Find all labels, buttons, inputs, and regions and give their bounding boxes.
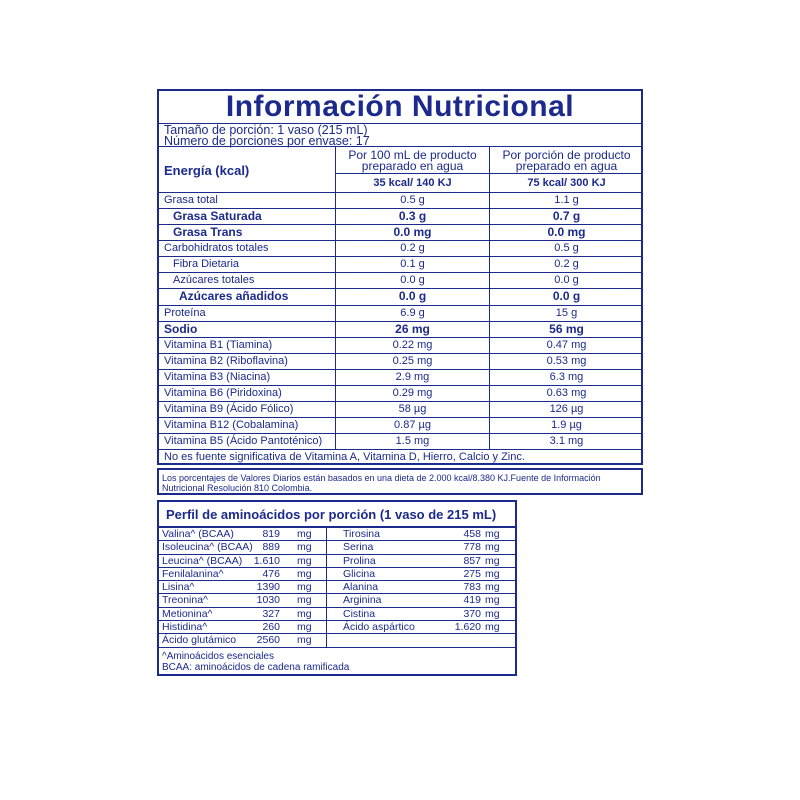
nutrient-label: Fibra Dietaria: [173, 258, 240, 270]
value-per-100ml: 0.1 g: [335, 257, 489, 272]
value-per-serving: 56 mg: [489, 322, 643, 337]
column-header: Por 100 mL de producto preparado en agua: [348, 148, 477, 173]
nutrient-label: Vitamina B3 (Niacina): [164, 370, 271, 383]
nutrient-label: Azúcares totales: [173, 274, 255, 286]
amino-row: [159, 621, 515, 634]
value-per-serving: 126 µg: [489, 402, 643, 417]
nutrient-label: Vitamina B5 (Ácido Pantoténico): [164, 434, 323, 447]
nutrient-row: [159, 369, 641, 385]
amino-value: 778: [463, 541, 481, 554]
amino-unit: mg: [297, 554, 312, 567]
amino-unit: mg: [297, 621, 312, 634]
value-per-100ml: 0.22 mg: [335, 338, 489, 353]
nutrient-row: [159, 417, 641, 433]
value-per-100ml: 0.5 g: [335, 193, 489, 208]
amino-cell: [327, 555, 517, 567]
amino-cell: [327, 608, 517, 620]
amino-unit: mg: [297, 581, 312, 594]
nutrient-row: [159, 192, 641, 208]
amino-cell: [327, 594, 517, 606]
nutrient-row: [159, 353, 641, 369]
nutrient-row: [159, 208, 641, 224]
amino-acid-profile-panel: [157, 500, 517, 676]
nutrition-facts-panel: [157, 89, 643, 465]
amino-name: Cistina: [343, 607, 376, 620]
column-header: Por porción de producto preparado en agua: [502, 148, 631, 173]
amino-unit: mg: [485, 594, 500, 607]
nutrient-label: Proteína: [164, 306, 206, 319]
nutrient-label: Vitamina B2 (Riboflavina): [164, 354, 288, 367]
amino-cell: [327, 568, 517, 580]
energy-value: 35 kcal/ 140 KJ: [336, 173, 489, 193]
nutrient-label: Grasa Saturada: [173, 209, 262, 223]
column-per-serving: [489, 147, 643, 192]
nutrient-label: Azúcares añadidos: [179, 289, 289, 303]
value-per-serving: 0.7 g: [489, 209, 643, 224]
servings-per-container: Número de porciones por envase: 17: [164, 134, 370, 148]
nutrient-label: Vitamina B1 (Tiamina): [164, 338, 273, 351]
amino-value: 370: [463, 607, 481, 620]
amino-value: 819: [262, 528, 280, 540]
amino-cell: [159, 581, 327, 593]
value-per-100ml: 0.87 µg: [335, 418, 489, 433]
nutrient-row: [159, 305, 641, 321]
amino-value: 260: [262, 621, 280, 634]
amino-unit: mg: [485, 621, 500, 634]
amino-name: Metionina^: [162, 607, 213, 620]
amino-value: 1030: [256, 594, 280, 607]
value-per-serving: 1.9 µg: [489, 418, 643, 433]
value-per-serving: 15 g: [489, 306, 643, 321]
nutrient-row: [159, 272, 641, 288]
amino-cell: [327, 621, 517, 633]
nutrient-row: [159, 288, 641, 305]
amino-value: 327: [262, 607, 280, 620]
amino-unit: mg: [485, 541, 500, 554]
amino-name: Serina: [343, 541, 374, 554]
amino-value: 275: [463, 567, 481, 580]
amino-unit: mg: [297, 541, 312, 554]
amino-cell: [327, 581, 517, 593]
amino-cell: [159, 608, 327, 620]
amino-cell: [159, 568, 327, 580]
value-per-serving: 0.5 g: [489, 241, 643, 256]
amino-cell: [159, 555, 327, 567]
amino-cell: [327, 541, 517, 553]
amino-unit: mg: [485, 581, 500, 594]
value-per-100ml: 2.9 mg: [335, 370, 489, 385]
amino-row: [159, 555, 515, 568]
amino-row: [159, 608, 515, 621]
amino-value: 476: [262, 567, 280, 580]
amino-title: Perfil de aminoácidos por porción (1 vaso de 215 mL): [159, 502, 515, 528]
value-per-serving: 0.0 mg: [489, 225, 643, 240]
amino-value: 419: [463, 594, 481, 607]
amino-value: 783: [463, 581, 481, 594]
panel-title: Información Nutricional: [225, 90, 575, 123]
amino-value: 889: [262, 541, 280, 554]
amino-unit: mg: [485, 554, 500, 567]
amino-cell: [159, 621, 327, 633]
amino-name: Prolina: [343, 554, 376, 567]
value-per-serving: 0.47 mg: [489, 338, 643, 353]
amino-row: [159, 568, 515, 581]
amino-unit: mg: [485, 528, 500, 540]
nutrient-label: Vitamina B9 (Ácido Fólico): [164, 402, 294, 415]
amino-unit: mg: [297, 607, 312, 620]
amino-value: 1.620: [454, 621, 481, 634]
nutrient-row: [159, 337, 641, 353]
amino-row: [159, 528, 515, 541]
nutrient-label: Sodio: [164, 321, 198, 336]
amino-value: 458: [463, 528, 481, 540]
value-per-100ml: 0.0 g: [335, 273, 489, 288]
nutrient-row: [159, 224, 641, 240]
bcaa-note: BCAA: aminoácidos de cadena ramificada: [162, 662, 350, 673]
nutrient-row: [159, 321, 641, 337]
amino-value: 2560: [256, 634, 280, 647]
amino-value: 857: [463, 554, 481, 567]
amino-name: Histidina^: [162, 621, 208, 634]
nutrient-row: [159, 240, 641, 256]
nutrient-row: [159, 256, 641, 272]
amino-cell: [159, 594, 327, 606]
value-per-100ml: 58 µg: [335, 402, 489, 417]
nutrient-label: Carbohidratos totales: [164, 242, 269, 254]
column-per-100ml: [335, 147, 489, 192]
essential-amino-note: ^Aminoácidos esenciales: [162, 651, 274, 662]
amino-unit: mg: [485, 567, 500, 580]
nutrition-footnote: No es fuente significativa de Vitamina A, Vitamina D, Hierro, Calcio y Zinc.: [159, 449, 641, 465]
serving-info: [159, 123, 641, 146]
amino-name: Glicina: [343, 567, 376, 580]
value-per-serving: 6.3 mg: [489, 370, 643, 385]
daily-values-disclaimer: Los porcentajes de Valores Diarios están basados en una dieta de 2.000 kcal/8.380 KJ.Fuente de Información Nutricional Resolución 810 Colombia.: [157, 468, 643, 495]
amino-name: Ácido glutámico: [162, 634, 237, 647]
amino-unit: mg: [297, 634, 312, 647]
amino-unit: mg: [485, 607, 500, 620]
amino-grid: [159, 528, 515, 648]
nutrient-label: Grasa Trans: [173, 225, 243, 239]
amino-row: [159, 541, 515, 554]
amino-unit: mg: [297, 594, 312, 607]
nutrition-header: [159, 146, 641, 192]
amino-row: [159, 634, 515, 647]
value-per-100ml: 0.0 g: [335, 289, 489, 305]
amino-name: Arginina: [343, 594, 382, 607]
value-per-100ml: 0.2 g: [335, 241, 489, 256]
amino-unit: mg: [297, 567, 312, 580]
nutrient-row: [159, 401, 641, 417]
amino-unit: mg: [297, 528, 312, 540]
nutrient-row: [159, 433, 641, 449]
value-per-serving: 0.0 g: [489, 289, 643, 305]
amino-name: Fenilalanina^: [162, 567, 224, 580]
nutrient-label: Vitamina B6 (Piridoxina): [164, 386, 282, 399]
value-per-100ml: 6.9 g: [335, 306, 489, 321]
value-per-100ml: 26 mg: [335, 322, 489, 337]
energy-label: Energía (kcal): [164, 163, 250, 178]
serving-size: Tamaño de porción: 1 vaso (215 mL): [164, 123, 368, 137]
value-per-serving: 3.1 mg: [489, 434, 643, 449]
amino-cell: [159, 528, 327, 540]
amino-value: 1.610: [253, 554, 280, 567]
value-per-serving: 0.53 mg: [489, 354, 643, 369]
value-per-serving: 1.1 g: [489, 193, 643, 208]
amino-name: Lisina^: [162, 581, 195, 594]
value-per-serving: 0.0 g: [489, 273, 643, 288]
value-per-100ml: 0.3 g: [335, 209, 489, 224]
amino-name: Tirosina: [343, 528, 380, 540]
nutrient-rows: [159, 192, 641, 465]
amino-name: Treonina^: [162, 594, 208, 607]
amino-row: [159, 581, 515, 594]
nutrient-label: Grasa total: [164, 194, 218, 206]
energy-value: 75 kcal/ 300 KJ: [490, 173, 643, 193]
value-per-serving: 0.2 g: [489, 257, 643, 272]
value-per-100ml: 1.5 mg: [335, 434, 489, 449]
amino-cell: [159, 541, 327, 553]
value-per-100ml: 0.25 mg: [335, 354, 489, 369]
nutrient-row: [159, 385, 641, 401]
amino-name: Isoleucina^ (BCAA): [162, 541, 253, 554]
nutrient-label: Vitamina B12 (Cobalamina): [164, 418, 299, 431]
amino-cell: [159, 634, 327, 646]
value-per-serving: 0.63 mg: [489, 386, 643, 401]
amino-cell: [327, 528, 517, 540]
value-per-100ml: 0.29 mg: [335, 386, 489, 401]
amino-name: Alanina: [343, 581, 379, 594]
amino-row: [159, 594, 515, 607]
amino-value: 1390: [256, 581, 280, 594]
value-per-100ml: 0.0 mg: [335, 225, 489, 240]
amino-name: Ácido aspártico: [343, 621, 415, 634]
amino-name: Leucina^ (BCAA): [162, 554, 243, 567]
amino-name: Valina^ (BCAA): [162, 528, 234, 540]
